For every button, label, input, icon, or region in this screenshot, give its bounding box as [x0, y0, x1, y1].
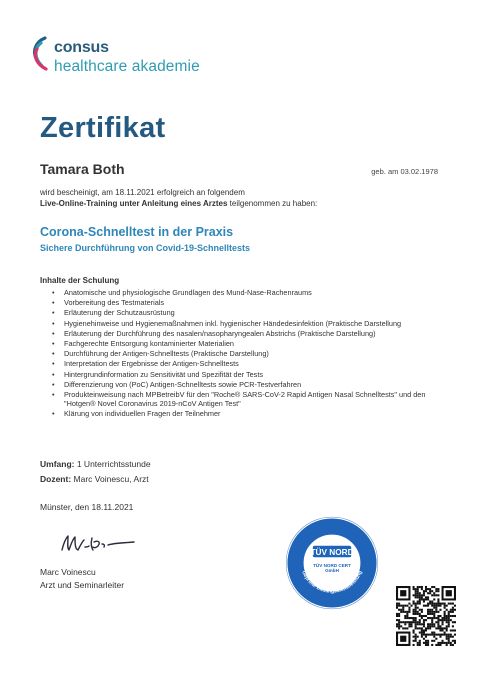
logo-line-2: healthcare akademie	[54, 58, 200, 75]
signer-role: Arzt und Seminarleiter	[40, 580, 125, 590]
list-item: • Fachgerechte Entsorgung kontaminierter Materialien	[52, 340, 442, 349]
contents-list	[52, 289, 442, 420]
list-item: • Erläuterung der Schutzausrüstung	[52, 309, 442, 318]
seal-cert-company: GmbH	[325, 568, 339, 574]
list-item: • Anatomische und physiologische Grundlagen des Mund-Nase-Rachenraums	[52, 289, 442, 298]
signer-name: Marc Voinescu	[40, 567, 96, 577]
tuv-nord-seal-icon	[284, 515, 380, 611]
lecturer-line	[40, 474, 149, 484]
list-item: • Produkteinweisung nach MPBetreibV für den "Roche® SARS-CoV-2 Rapid Antigen Nasal Schnelltests" und den "Hotgen® Novel Coronavirus 2019-nCoV Antigen Test"	[52, 391, 442, 409]
signature-icon	[58, 530, 138, 558]
list-item: • Durchführung der Antigen-Schnelltests (Praktische Darstellung)	[52, 350, 442, 359]
scope-line	[40, 459, 151, 469]
course-title: Corona-Schnelltest in der Praxis	[40, 225, 234, 239]
list-item: • Klärung von individuellen Fragen der Teilnehmer	[52, 410, 442, 419]
list-item: • Erläuterung der Durchführung des nasalen/nasopharyngealen Abstrichs (Praktische Darstellung)	[52, 330, 442, 339]
place-date: Münster, den 18.11.2021	[40, 502, 134, 512]
seal-ring-path: Geprüfte Bildungsdienstleistung	[300, 570, 364, 595]
contents-heading: Inhalte der Schulung	[40, 276, 120, 285]
participant-name: Tamara Both	[40, 161, 125, 177]
scope-label: Umfang:	[40, 459, 75, 469]
intro-line-1: wird bescheinigt, am 18.11.2021 erfolgreich an folgendem	[40, 188, 245, 197]
lecturer-value: Marc Voinescu, Arzt	[71, 474, 149, 484]
intro-line-2-rest: teilgenommen zu haben:	[227, 199, 318, 208]
participant-birthdate: geb. am 03.02.1978	[371, 167, 438, 176]
list-item: • Hintergrundinformation zu Sensitivität und Spezifität der Tests	[52, 371, 442, 380]
page-title: Zertifikat	[40, 112, 166, 144]
intro-line-2	[40, 199, 317, 208]
course-subtitle: Sichere Durchführung von Covid-19-Schnelltests	[40, 243, 251, 253]
seal-brand: TÜV NORD	[310, 547, 354, 557]
seal-cert-name: TÜV NORD CERT	[313, 562, 351, 568]
list-item: • Vorbereitung des Testmaterials	[52, 299, 442, 308]
logo-line-1: consus	[54, 39, 109, 56]
list-item: • Interpretation der Ergebnisse der Antigen-Schnelltests	[52, 360, 442, 369]
list-item: • Hygienehinweise und Hygienemaßnahmen inkl. hygienischer Händedesinfektion (Praktische Darstellung	[52, 320, 442, 329]
qr-code-icon	[396, 586, 456, 646]
list-item: • Differenzierung von (PoC) Antigen-Schnelltests sowie PCR-Testverfahren	[52, 381, 442, 390]
lecturer-label: Dozent:	[40, 474, 72, 484]
intro-training-type: Live-Online-Training unter Anleitung eines Arztes	[40, 199, 228, 208]
scope-value: 1 Unterrichtsstunde	[74, 459, 151, 469]
consus-logo	[28, 36, 228, 76]
logo-mark-icon	[28, 36, 50, 72]
